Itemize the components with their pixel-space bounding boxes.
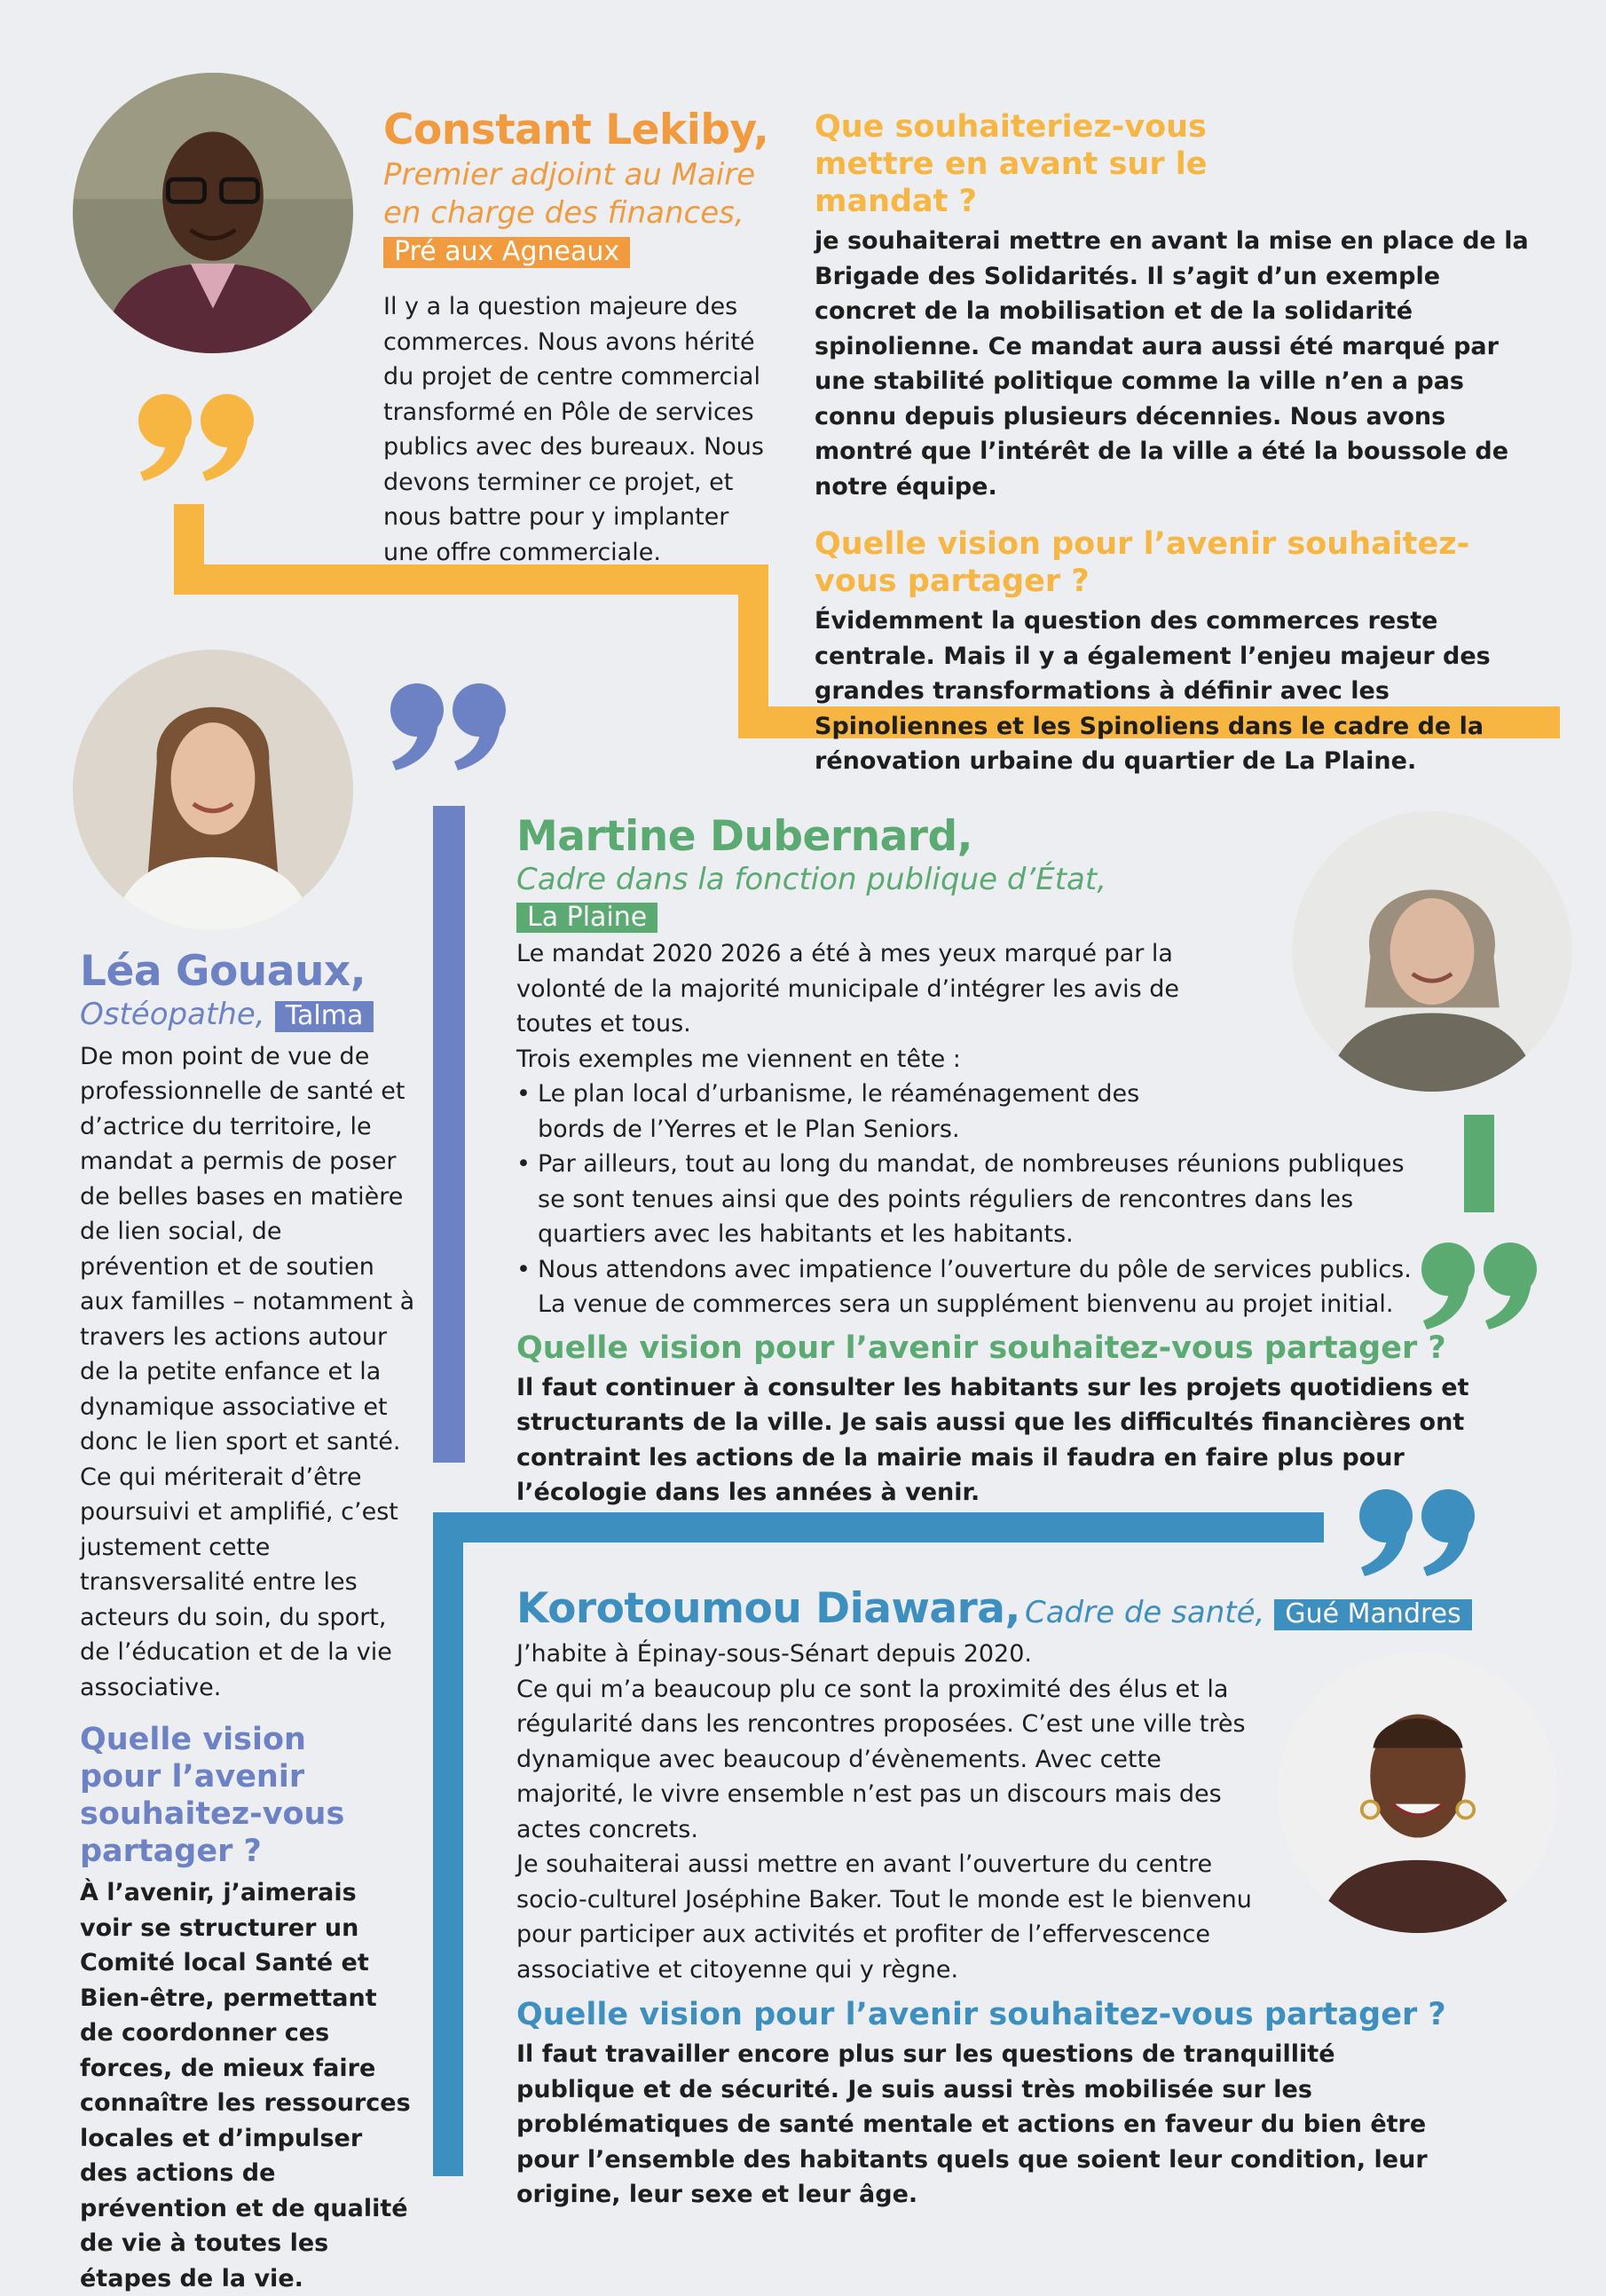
lea-question: Quelle vision pour l’avenir souhaitez-vous partager ? [80, 1722, 345, 1870]
constant-question-2: Quelle vision pour l’avenir souhaitez-vous partager ? [815, 526, 1470, 599]
korotoumou-text-3: Je souhaiterai aussi mettre en avant l’ouverture du centre socio-culturel Joséphine Baker. Tout le monde est le bienvenu pour participer aux activités et profiter de l’effervescence associative et citoyenne qui y règne. [516, 1850, 1252, 1984]
lea-text-2: Ce qui mériterait d’être poursuivi et amplifié, c’est justement cette transversalité entre les acteurs du soin, du sport, de l’éducation et de la vie associative. [80, 1463, 398, 1701]
quote-icon-orange [135, 392, 259, 481]
martine-examples-intro: Trois exemples me viennent en tête : [516, 1045, 961, 1073]
martine-district-badge: La Plaine [516, 903, 657, 934]
korotoumou-text-1: J’habite à Épinay-sous-Sénart depuis 2020. [516, 1640, 1032, 1669]
korotoumou-question: Quelle vision pour l’avenir souhaitez-vous partager ? [516, 1997, 1446, 2033]
korotoumou-role: Cadre de santé, [1024, 1595, 1265, 1630]
martine-bullet-item: • Le plan local d’urbanisme, le réaménagement des bords de l’Yerres et le Plan Seniors. [538, 1077, 1212, 1147]
martine-role: Cadre dans la fonction publique d’État, [516, 862, 1107, 898]
korotoumou-diawara-block [516, 1585, 1519, 2213]
korotoumou-district-badge: Gué Mandres [1274, 1599, 1471, 1630]
teal-connector-vertical [433, 1512, 463, 2176]
quote-icon-blue [387, 682, 511, 770]
lea-answer: À l’avenir, j’aimerais voir se structurer un Comité local Santé et Bien-être, permettant de coordonner ces forces, de mieux faire connaître les ressources locales et d’impulser des actions de prévention et de qualité de vie à toutes les étapes de la vie. [80, 1879, 411, 2292]
martine-question: Quelle vision pour l’avenir souhaitez-vous partager ? [516, 1329, 1446, 1366]
constant-qa-column [815, 108, 1530, 779]
constant-role-line1: Premier adjoint au Maire [383, 157, 756, 193]
constant-district-badge: Pré aux Agneaux [383, 237, 630, 268]
blue-connector-vertical [433, 806, 465, 1463]
lea-gouaux-column [80, 948, 415, 2296]
martine-name: Martine Dubernard, [516, 812, 972, 861]
martine-bullet-list [516, 1077, 1425, 1322]
constant-lekiby-header [383, 107, 774, 268]
martine-answer: Il faut continuer à consulter les habitants sur les projets quotidiens et structurants de la ville. Je sais aussi que les difficultés financières ont contraint les actions de la mairie mais il faudra en faire plus pour l’écologie dans les années à venir. [516, 1373, 1469, 1507]
lea-role: Ostéopathe, [80, 997, 265, 1033]
korotoumou-name: Korotoumou Diawara, [516, 1584, 1020, 1633]
martine-dubernard-block [516, 813, 1519, 1511]
portrait-lea-gouaux [73, 650, 353, 930]
korotoumou-text-2: Ce qui m’a beaucoup plu ce sont la proximité des élus et la régularité dans les rencontres proposées. C’est une ville très dynamique avec beaucoup d’évènements. Avec cette majorité, le vivre ensemble n’est pas un discours mais des actes concrets. [516, 1675, 1246, 1843]
constant-intro-text: Il y a la question majeure des commerces. Nous avons hérité du projet de centre commercial transformé en Pôle de services publics avec des bureaux. Nous devons terminer ce projet, et nous battre pour y implanter une offre commerciale. [383, 293, 764, 566]
lea-district-badge: Talma [275, 1001, 374, 1032]
korotoumou-answer: Il faut travailler encore plus sur les questions de tranquillité publique et de sécurité. Je suis aussi très mobilisée sur les problématiques de santé mentale et actions en faveur du bien être pour l’ensemble des habitants quels que soient leur condition, leur origine, leur sexe et leur âge. [516, 2040, 1428, 2209]
lea-text-1: De mon point de vue de professionnelle de santé et d’actrice du territoire, le mandat a permis de poser de belles bases en matière de lien social, de prévention et de soutien aux familles – notamment à travers les actions autour de la petite enfance et la dynamique associative et donc le lien sport et santé. [80, 1042, 415, 1456]
constant-role-line2: en charge des finances, [383, 194, 744, 231]
constant-name: Constant Lekiby, [383, 106, 769, 154]
lea-role-line [80, 996, 415, 1034]
martine-bullet-item: • Par ailleurs, tout au long du mandat, de nombreuses réunions publiques se sont tenues ainsi que des points réguliers de rencontres dans les quartiers avec les habitants et les habitants. [538, 1147, 1407, 1252]
constant-question-1: Que souhaiteriez-vous mettre en avant sur le mandat ? [815, 109, 1208, 219]
martine-intro: Le mandat 2020 2026 a été à mes yeux marqué par la volonté de la majorité municipale d’intégrer les avis de toutes et tous. [516, 940, 1180, 1038]
martine-bullet-item: • Nous attendons avec impatience l’ouverture du pôle de services publics. La venue de commerces sera un supplément bienvenu au projet initial. [538, 1252, 1425, 1322]
constant-answer-1: je souhaiterai mettre en avant la mise en place de la Brigade des Solidarités. Il s’agit d’un exemple concret de la mobilisation et de la solidarité spinolienne. Ce mandat aura aussi été marqué par une stabilité politique comme la ville n’en a pas connu depuis plusieurs décennies. Nous avons montré que l’intérêt de la ville a été la boussole de notre équipe. [815, 227, 1529, 501]
teal-connector-horizontal [433, 1512, 1324, 1543]
portrait-constant-lekiby [73, 73, 353, 353]
korotoumou-header-line [516, 1585, 1519, 1633]
constant-answer-2: Évidemment la question des commerces reste centrale. Mais il y a également l’enjeu majeur des grandes transformations à définir avec les Spinoliennes et les Spinoliens dans le cadre de la rénovation urbaine du quartier de La Plaine. [815, 607, 1491, 775]
lea-name: Léa Gouaux, [80, 947, 366, 996]
